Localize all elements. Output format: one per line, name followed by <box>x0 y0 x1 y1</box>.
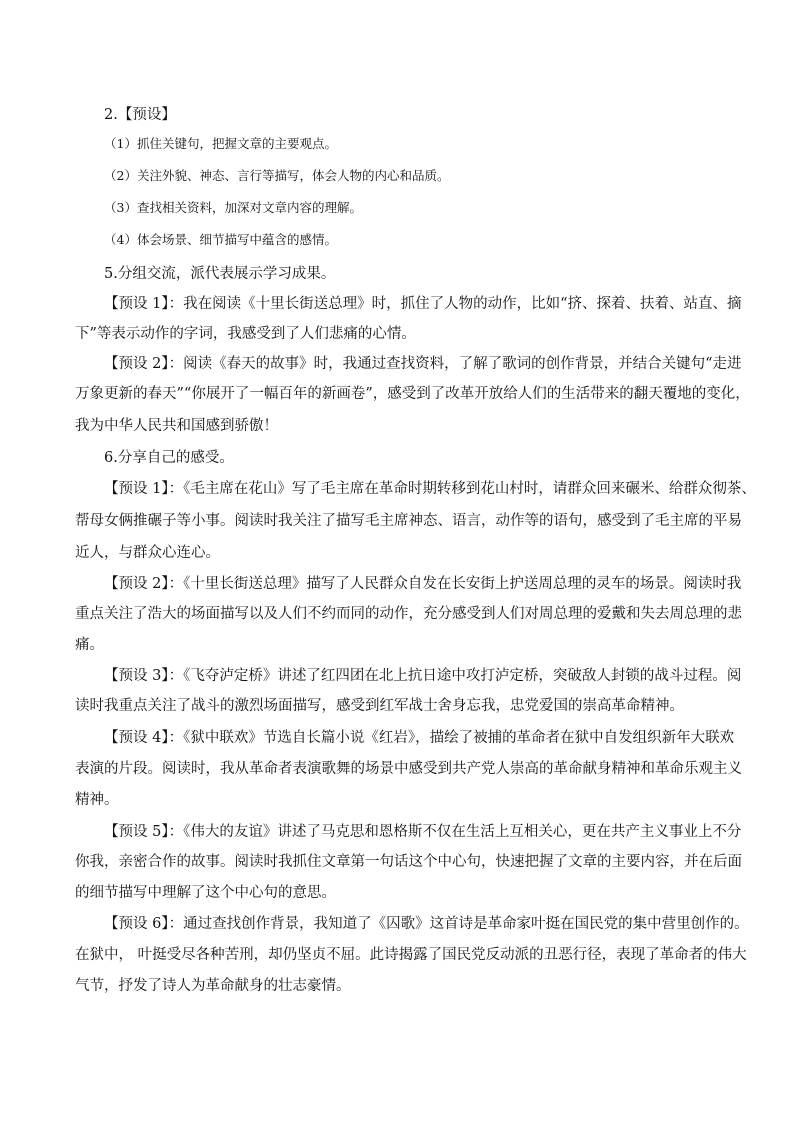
preset-list-item: （3）查找相关资料，加深对文章内容的理解。 <box>104 200 362 215</box>
paragraph-line: 痛。 <box>75 637 104 653</box>
paragraph-line: 帮母女俩推碾子等小事。阅读时我关注了描写毛主席神态、语言，动作等的语句，感受到了毛主席的平易 <box>75 513 742 529</box>
paragraph-line: 下”等表示动作的字词，我感受到了人们悲痛的心情。 <box>75 326 416 342</box>
paragraph-line: 重点关注了浩大的场面描写以及人们不约而同的动作，充分感受到人们对周总理的爱戴和失去周总理的悲 <box>75 606 742 622</box>
paragraph-line: 【预设 6】：通过查找创作背景，我知道了《囚歌》这首诗是革命家叶挺在国民党的集中营里创作的。 <box>104 916 749 932</box>
paragraph-line: 【预设 1】：《毛主席在花山》写了毛主席在革命时期转移到花山村时，请群众回来碾米、给群众彻茶、 <box>104 481 756 497</box>
paragraph-line: 精神。 <box>75 792 119 808</box>
paragraph-line: 的细节描写中理解了这个中心句的意思。 <box>75 885 336 901</box>
paragraph-line: 【预设 1】：我在阅读《十里长街送总理》时，抓住了人物的动作，比如“挤、探着、扶着、站直、摘 <box>104 296 742 312</box>
paragraph-line: 近人，与群众心连心。 <box>75 545 220 561</box>
paragraph-line: 【预设 4】：《狱中联欢》节选自长篇小说《红岩》，描绘了被捕的革命者在狱中自发组织新年大联欢 <box>104 730 735 746</box>
paragraph-line: 表演的片段。阅读时，我从革命者表演歌舞的场景中感受到共产党人崇高的革命献身精神和革命乐观主义 <box>75 761 742 777</box>
step-6-heading: 6.分享自己的感受。 <box>104 450 234 466</box>
step-5-heading: 5.分组交流，派代表展示学习成果。 <box>104 266 336 282</box>
paragraph-line: 气节，抒发了诗人为革命献身的壮志豪情。 <box>75 978 351 994</box>
paragraph-line: 读时我重点关注了战斗的激烈场面描写，感受到红军战士舍身忘我，忠党爱国的崇高革命精神。 <box>75 698 684 714</box>
paragraph-line: 【预设 2】：《十里长街送总理》描写了人民群众自发在长安街上护送周总理的灵车的场景。阅读时我 <box>104 576 742 592</box>
preset-list-item: （4）体会场景、细节描写中蕴含的感情。 <box>104 232 337 247</box>
preset-list-item: （2）关注外貌、神态、言行等描写，体会人物的内心和品质。 <box>104 168 450 183</box>
paragraph-line: 【预设 5】：《伟大的友谊》讲述了马克思和恩格斯不仅在生活上互相关心，更在共产主义事业上不分 <box>104 824 742 840</box>
section-heading: 2.【预设】 <box>104 107 176 123</box>
paragraph-line: 万象更新的春天”“你展开了一幅百年的新画卷”，感受到了改革开放给人们的生活带来的翻天覆地的变化， <box>75 386 750 402</box>
paragraph-line: 【预设 3】：《飞夺泸定桥》讲述了红四团在北上抗日途中攻打泸定桥，突破敌人封锁的战斗过程。阅 <box>104 668 742 684</box>
preset-list-item: （1）抓住关键句，把握文章的主要观点。 <box>104 136 337 151</box>
paragraph-line: 我为中华人民共和国感到骄傲！ <box>75 418 278 434</box>
paragraph-line: 你我，亲密合作的故事。阅读时我抓住文章第一句话这个中心句，快速把握了文章的主要内容，并在后面 <box>75 854 742 870</box>
paragraph-line: 在狱中， 叶挺受尽各种苦刑，却仍坚贞不屈。此诗揭露了国民党反动派的丑恶行径，表现了革命者的伟大 <box>75 947 747 963</box>
paragraph-line: 【预设 2】：阅读《春天的故事》时，我通过查找资料，了解了歌词的创作背景，并结合关键句“走进 <box>104 356 742 372</box>
